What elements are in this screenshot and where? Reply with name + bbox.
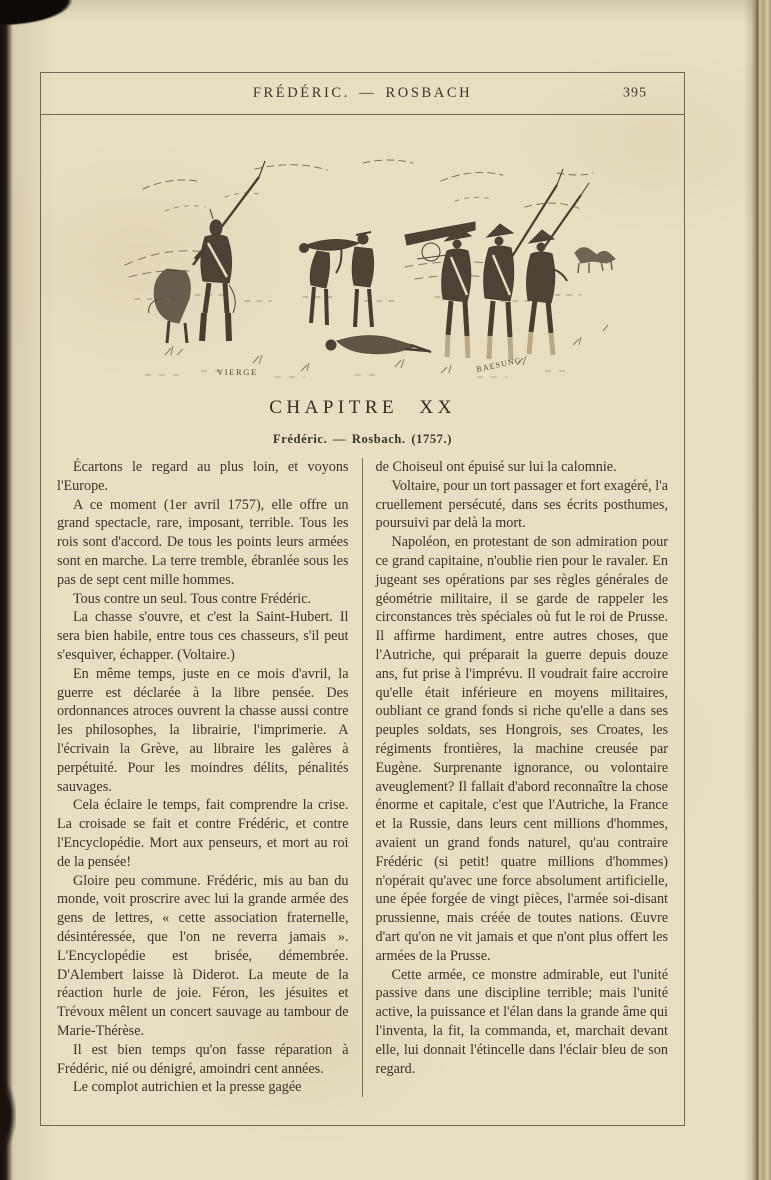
paragraph: Gloire peu commune. Frédéric, mis au ban du monde, voit proscrire avec lui la grande armée des gens de lettres, « cette association fraternelle, désintéressée, que l'on ne reverra jamais ». L'Encyclopédie est brisée, démembrée. D'Alembert laisse là Diderot. La meute de la réaction hurle de joie. Féron, les jésuites et Trévoux mêlent un concert sauvage au tambour de Marie-Thérèse. (57, 872, 349, 1039)
paragraph: En même temps, juste en ce mois d'avril, la guerre est déclarée à la libre pensée. Des ordonnances atroces ouvrent la chasse aussi contre les philosophes, la librairie, l'imprimerie. A l'écrivain la Grève, au libraire les galères à perpétuité. Pour les moindres délits, pénalités sauvages. (57, 665, 349, 795)
two-column-text (57, 458, 668, 1097)
chapter-subtitle: Frédéric. — Rosbach. (1757.) (272, 432, 453, 446)
fallen-soldier (326, 336, 431, 354)
paragraph: A ce moment (1er avril 1757), elle offre un grand spectacle, rare, imposant, terrible. Tous les rois sont d'accord. De tous les points leurs armées sont en marche. La terre tremble, ébranlée sous les pas de sept cent mille hommes. (57, 496, 349, 588)
paragraph: La chasse s'ouvre, et c'est la Saint-Hubert. Il sera bien habile, entre tous ces chasseurs, s'il peut s'esquiver, échapper. (Voltaire.) (57, 609, 349, 663)
page-number: 395 (623, 84, 647, 100)
battle-engraving (105, 149, 621, 381)
engraver-signature: BAESUNG (475, 355, 523, 374)
soldiers-group (441, 169, 588, 360)
chapter-heading: CHAPITRE XX (269, 397, 456, 418)
distant-riders (575, 248, 615, 273)
paragraph: Voltaire, pour un tort passager et fort exagéré, l'a cruellement persécuté, dans ses écrits posthumes, poursuivi par delà la mort. (375, 477, 668, 532)
right-column (363, 458, 669, 1097)
paragraph: Le complot autrichien et la presse gagée (73, 1079, 302, 1096)
paragraph: Tous contre un seul. Tous contre Frédéric. (73, 590, 312, 607)
paragraph: Il est bien temps qu'on fasse réparation à Frédéric, nié ou dénigré, amoindri cent années. (57, 1041, 349, 1077)
running-title: FRÉDÉRIC. — ROSBACH (252, 85, 473, 101)
book-binding-edge (0, 0, 13, 1180)
illustrator-signature: VIERGE (216, 367, 258, 377)
page-stack-edge (744, 0, 771, 1180)
paragraph: Écartons le regard au plus loin, et voyons l'Europe. (57, 459, 349, 494)
paragraph: Cela éclaire le temps, fait comprendre la crise. La croisade se fait et contre Frédéric, et contre l'Encyclopédie. Mort aux penseurs, et mort au roi de la pensée! (57, 797, 349, 870)
left-column (57, 458, 363, 1097)
paragraph: Cette armée, ce monstre admirable, eut l'unité passive dans une discipline terrible; mais l'unité active, la puissance et l'élan dans la grande âme qui l'inventa, la fit, la commanda, et, marchait devant elle, lui donnait l'étincelle dans l'éclair bleu de son regard. (375, 966, 668, 1077)
binding-corner-shadow (0, 0, 130, 46)
paragraph: de Choiseul ont épuisé sur lui la calomnie. (375, 459, 617, 475)
paragraph: Napoléon, en protestant de son admiration pour ce grand capitaine, n'oublie rien pour le ravaler. En jugeant ses opérations par ses règles générales de géométrie militaire, il se garde de rappeler les circonstances très spéciales où fut le roi de Prusse. Il affirme hardiment, entre autres choses, que l'Autriche, qui préparait la guerre depuis douze ans, fut prise à l'imprévu. Il voudrait faire accroire qu'elle était inférieure en moyens militaires, oubliant ce grand fonds si riche qu'elle a dans ses peuples soldats, ses Hongrois, ses Croates, les régiments frontières, la machine creusée par Eugène. Surprenante ignorance, ou volontaire aveuglement? Il fallait d'abord reconnaître la chose énorme et capitale, c'est que l'Autriche, la France et la Russie, dans leurs cent millions d'hommes, avaient un grand fonds naturel, qu'au contraire Frédéric (si petit! quatre millions d'hommes) n'opérait qu'avec une force absolument artificielle, une épée forgée de vingt pièces, l'armée soi-disant prussienne, mais créée de toutes nations. Œuvre d'art qu'on ne vit jamais et que n'ont plus offert les armées de la Prusse. (375, 534, 668, 964)
running-header (41, 73, 684, 115)
printed-page-frame (40, 72, 685, 1126)
binding-shadow-blob (0, 1080, 16, 1150)
